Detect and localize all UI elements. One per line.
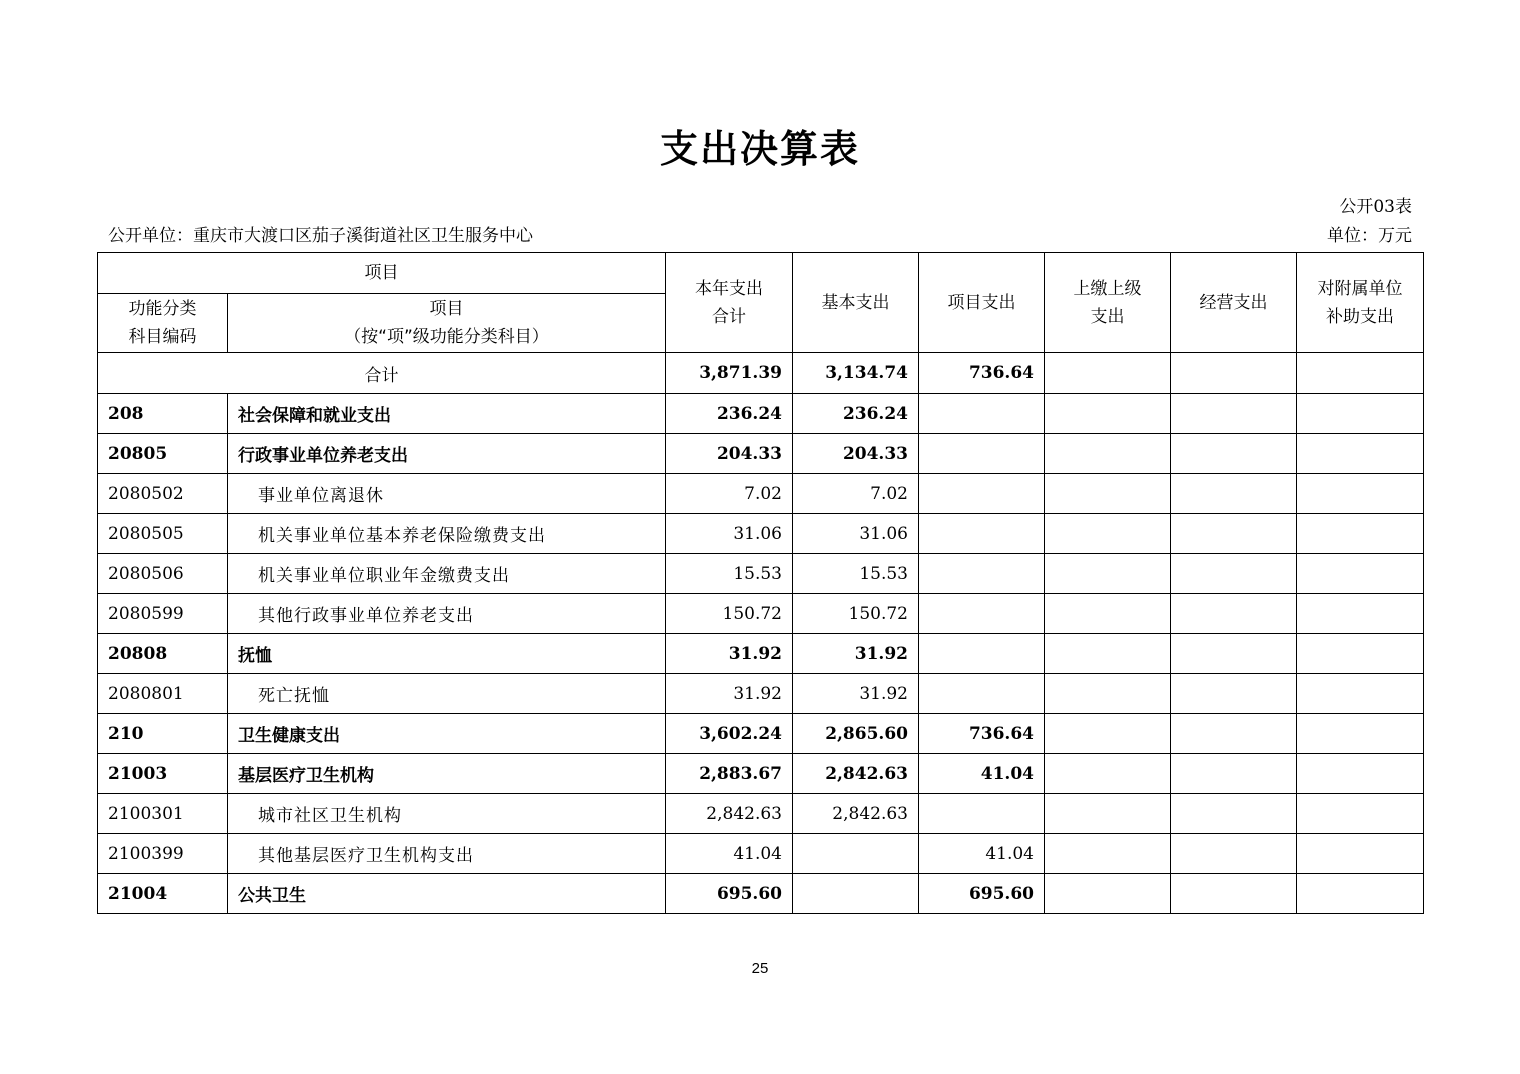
row-name: 死亡抚恤 [228, 674, 666, 714]
row-total: 2,842.63 [666, 794, 793, 834]
row-code: 2100301 [98, 794, 228, 834]
header-name [228, 294, 666, 353]
row-upper [1045, 514, 1171, 554]
row-project [919, 794, 1045, 834]
header-item-group: 项目 [98, 253, 666, 294]
row-subsidy [1297, 794, 1424, 834]
row-business [1171, 794, 1297, 834]
row-subsidy [1297, 714, 1424, 754]
header-name-line2: （按“项”级功能分类科目） [344, 327, 549, 347]
row-project: 41.04 [919, 834, 1045, 874]
row-total: 31.06 [666, 514, 793, 554]
row-name: 抚恤 [228, 634, 666, 674]
row-subsidy [1297, 754, 1424, 794]
row-subsidy [1297, 594, 1424, 634]
row-upper [1045, 634, 1171, 674]
row-project: 41.04 [919, 754, 1045, 794]
table-row [98, 394, 1424, 434]
row-total: 31.92 [666, 674, 793, 714]
row-name: 事业单位离退休 [228, 474, 666, 514]
row-basic: 2,865.60 [793, 714, 919, 754]
row-basic: 236.24 [793, 394, 919, 434]
row-business [1171, 434, 1297, 474]
header-project: 项目支出 [919, 253, 1045, 353]
form-number: 公开03表 [1339, 197, 1412, 217]
row-project [919, 434, 1045, 474]
row-project [919, 554, 1045, 594]
row-business [1171, 514, 1297, 554]
row-upper [1045, 434, 1171, 474]
row-upper [1045, 594, 1171, 634]
header-subsidy [1297, 253, 1424, 353]
row-total: 15.53 [666, 554, 793, 594]
row-subsidy [1297, 874, 1424, 914]
row-upper [1045, 394, 1171, 434]
row-subsidy [1297, 554, 1424, 594]
row-total: 3,602.24 [666, 714, 793, 754]
currency-unit: 单位：万元 [1327, 226, 1412, 246]
total-row [98, 353, 1424, 394]
header-total [666, 253, 793, 353]
total-cell-basic: 3,134.74 [793, 353, 919, 394]
row-business [1171, 714, 1297, 754]
row-code: 20808 [98, 634, 228, 674]
total-label: 合计 [98, 353, 666, 394]
row-subsidy [1297, 834, 1424, 874]
header-code-line1: 功能分类 [128, 299, 197, 319]
header-code [98, 294, 228, 353]
row-code: 2080505 [98, 514, 228, 554]
row-project [919, 674, 1045, 714]
header-total-line1: 本年支出 [695, 278, 763, 299]
expenditure-table [97, 252, 1424, 914]
table-row [98, 794, 1424, 834]
row-project: 736.64 [919, 714, 1045, 754]
table-row [98, 554, 1424, 594]
row-basic [793, 834, 919, 874]
row-subsidy [1297, 634, 1424, 674]
row-project [919, 594, 1045, 634]
header-upper-line1: 上缴上级 [1073, 278, 1142, 299]
row-basic: 7.02 [793, 474, 919, 514]
header-total-line2: 合计 [712, 306, 746, 327]
row-business [1171, 834, 1297, 874]
row-subsidy [1297, 434, 1424, 474]
row-code: 210 [98, 714, 228, 754]
header-code-line2: 科目编码 [128, 327, 197, 347]
row-upper [1045, 674, 1171, 714]
table-row [98, 714, 1424, 754]
row-code: 2080801 [98, 674, 228, 714]
row-upper [1045, 794, 1171, 834]
row-total: 41.04 [666, 834, 793, 874]
table-row [98, 754, 1424, 794]
header-upper-line2: 支出 [1090, 306, 1125, 327]
row-code: 2080599 [98, 594, 228, 634]
row-total: 2,883.67 [666, 754, 793, 794]
row-subsidy [1297, 514, 1424, 554]
row-upper [1045, 754, 1171, 794]
row-total: 695.60 [666, 874, 793, 914]
row-project: 695.60 [919, 874, 1045, 914]
row-basic: 31.06 [793, 514, 919, 554]
row-basic: 2,842.63 [793, 754, 919, 794]
row-project [919, 634, 1045, 674]
total-cell-project: 736.64 [919, 353, 1045, 394]
row-code: 208 [98, 394, 228, 434]
table-row [98, 514, 1424, 554]
row-name: 社会保障和就业支出 [228, 394, 666, 434]
row-subsidy [1297, 474, 1424, 514]
row-business [1171, 594, 1297, 634]
table-row [98, 634, 1424, 674]
row-basic [793, 874, 919, 914]
row-upper [1045, 714, 1171, 754]
total-cell-upper [1045, 353, 1171, 394]
table-row [98, 874, 1424, 914]
row-project [919, 394, 1045, 434]
row-name: 基层医疗卫生机构 [228, 754, 666, 794]
row-name: 公共卫生 [228, 874, 666, 914]
row-name: 机关事业单位基本养老保险缴费支出 [228, 514, 666, 554]
table-row [98, 474, 1424, 514]
row-business [1171, 674, 1297, 714]
total-cell-subsidy [1297, 353, 1424, 394]
row-basic: 150.72 [793, 594, 919, 634]
row-code: 2100399 [98, 834, 228, 874]
row-total: 236.24 [666, 394, 793, 434]
header-upper [1045, 253, 1171, 353]
header-row-1 [98, 253, 1424, 294]
row-total: 204.33 [666, 434, 793, 474]
row-project [919, 514, 1045, 554]
row-name: 其他行政事业单位养老支出 [228, 594, 666, 634]
row-name: 机关事业单位职业年金缴费支出 [228, 554, 666, 594]
header-subsidy-line1: 对附属单位 [1317, 278, 1403, 299]
row-business [1171, 754, 1297, 794]
row-business [1171, 394, 1297, 434]
table-row [98, 834, 1424, 874]
reporting-unit: 公开单位：重庆市大渡口区茄子溪街道社区卫生服务中心 [108, 226, 533, 246]
row-basic: 15.53 [793, 554, 919, 594]
table-row [98, 594, 1424, 634]
row-upper [1045, 554, 1171, 594]
row-business [1171, 634, 1297, 674]
header-basic: 基本支出 [793, 253, 919, 353]
row-business [1171, 554, 1297, 594]
row-project [919, 474, 1045, 514]
row-basic: 204.33 [793, 434, 919, 474]
row-basic: 31.92 [793, 634, 919, 674]
row-name: 其他基层医疗卫生机构支出 [228, 834, 666, 874]
row-upper [1045, 834, 1171, 874]
row-code: 20805 [98, 434, 228, 474]
page-number: 25 [751, 960, 769, 977]
row-total: 7.02 [666, 474, 793, 514]
row-total: 150.72 [666, 594, 793, 634]
row-subsidy [1297, 394, 1424, 434]
page-title: 支出决算表 [659, 127, 860, 171]
table-row [98, 434, 1424, 474]
row-subsidy [1297, 674, 1424, 714]
row-code: 21003 [98, 754, 228, 794]
row-name: 行政事业单位养老支出 [228, 434, 666, 474]
row-name: 卫生健康支出 [228, 714, 666, 754]
total-cell-business [1171, 353, 1297, 394]
row-code: 21004 [98, 874, 228, 914]
total-cell-total: 3,871.39 [666, 353, 793, 394]
row-upper [1045, 474, 1171, 514]
row-code: 2080506 [98, 554, 228, 594]
table-row [98, 674, 1424, 714]
row-upper [1045, 874, 1171, 914]
row-business [1171, 474, 1297, 514]
row-code: 2080502 [98, 474, 228, 514]
row-business [1171, 874, 1297, 914]
row-basic: 31.92 [793, 674, 919, 714]
row-name: 城市社区卫生机构 [228, 794, 666, 834]
header-subsidy-line2: 补助支出 [1326, 306, 1394, 327]
row-basic: 2,842.63 [793, 794, 919, 834]
header-name-line1: 项目 [429, 299, 464, 319]
header-business: 经营支出 [1171, 253, 1297, 353]
row-total: 31.92 [666, 634, 793, 674]
